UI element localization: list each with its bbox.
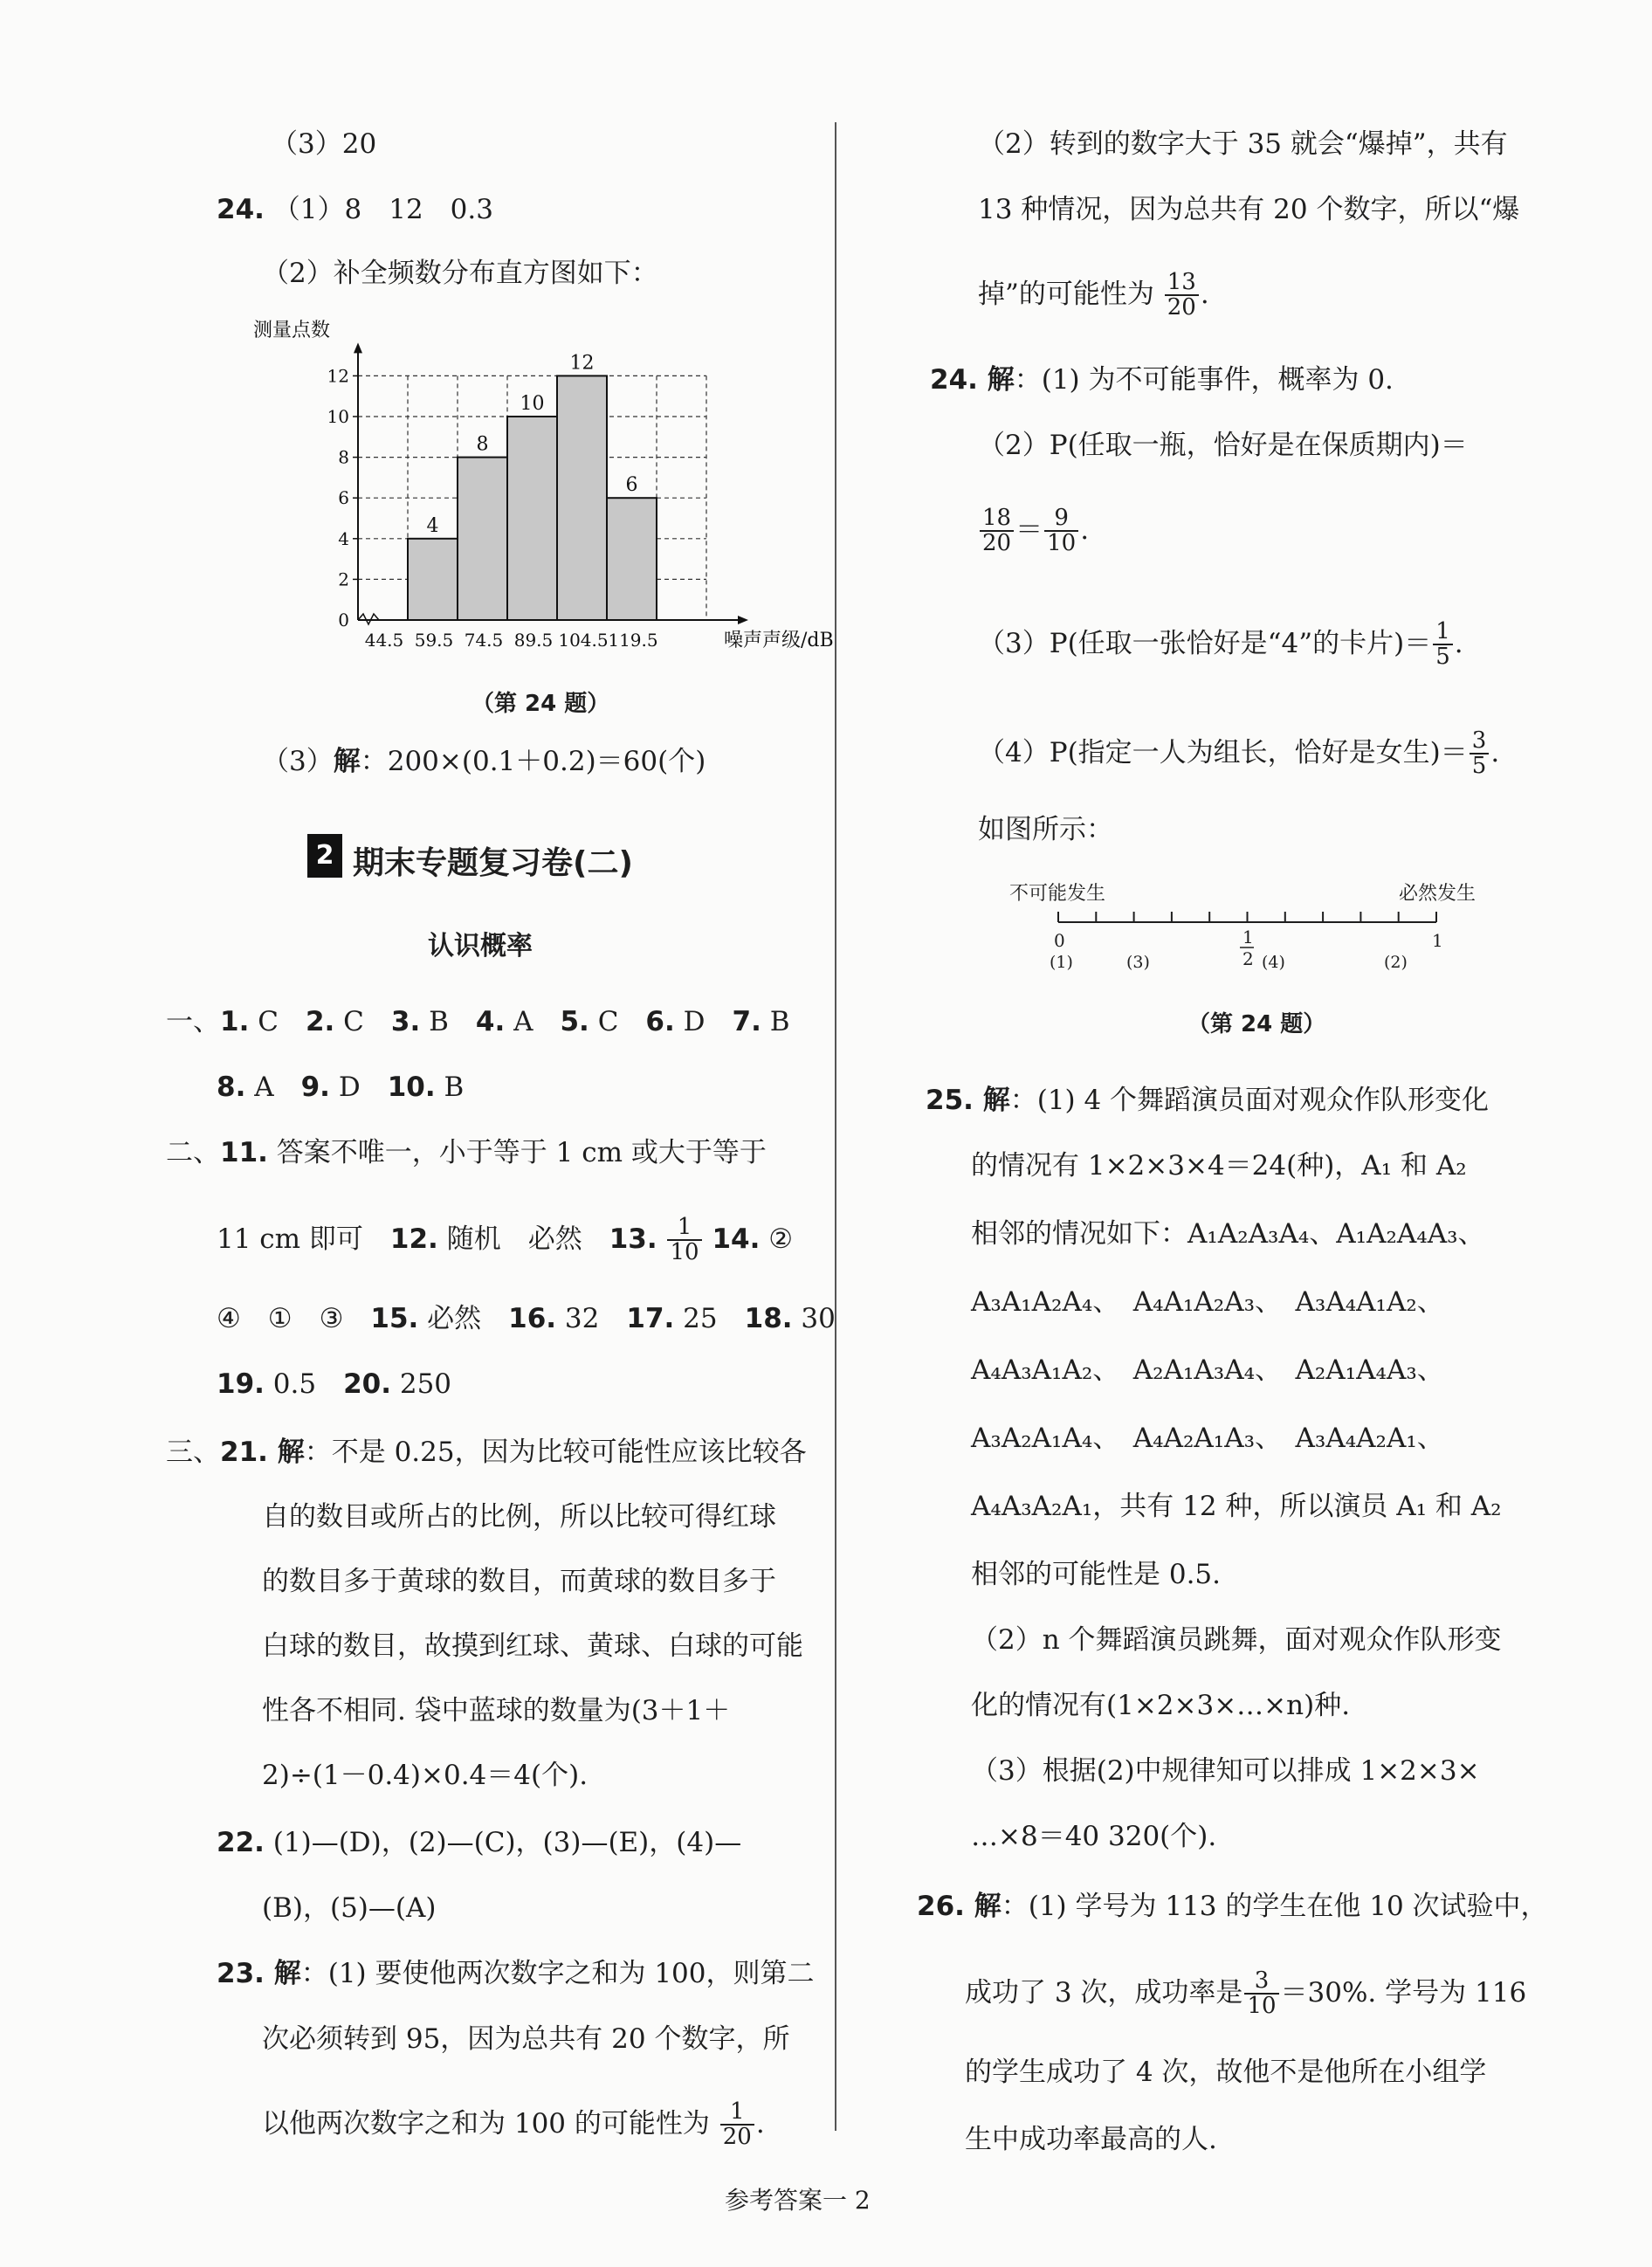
q26-line3: 的学生成功了 4 次，故他不是他所在小组学 — [965, 2057, 1487, 2088]
bar-value-label: 10 — [520, 393, 545, 415]
numberline-tag-3: (3) — [1126, 953, 1150, 972]
numberline-one: 1 — [1432, 930, 1443, 951]
q19-number: 19. — [217, 1368, 265, 1400]
q25-line12: …×8＝40 320(个). — [971, 1821, 1217, 1852]
q16-number: 16. — [508, 1303, 557, 1334]
mc-q6-number: 6. — [645, 1006, 675, 1037]
mc-q8-answer: A — [245, 1071, 301, 1103]
q24r-text5: （4）P(指定一人为组长，恰好是女生)＝ — [978, 736, 1468, 768]
q21-line6: 2)÷(1－0.4)×0.4＝4(个). — [262, 1760, 589, 1791]
mc-q10-answer: B — [435, 1071, 465, 1103]
q24r-frac1-num: 18 — [980, 506, 1014, 532]
y-tick-label: 0 — [338, 610, 349, 630]
q25-line3: 相邻的情况如下：A₁A₂A₃A₄、A₁A₂A₄A₃、 — [971, 1218, 1485, 1250]
q21-line1 — [166, 1439, 807, 1466]
y-tick-label: 10 — [327, 406, 349, 427]
q15-answer: 必然 — [418, 1303, 509, 1334]
q23b-denominator: 20 — [1167, 294, 1196, 321]
q18-answer: 30 — [792, 1303, 836, 1334]
numberline-ticks — [1058, 912, 1436, 922]
numberline-half-denominator: 2 — [1242, 948, 1254, 969]
q26-line1 — [917, 1893, 1548, 1920]
mc-q1-number: 1. — [220, 1006, 250, 1037]
q23-numerator: 1 — [720, 2100, 754, 2126]
histogram-chart — [244, 314, 838, 664]
q23-fraction — [720, 2100, 754, 2150]
numberline-caption: （第 24 题） — [1187, 1011, 1326, 1037]
q26-number: 26. — [917, 1891, 965, 1922]
q24-part1: （1）8 12 0.3 — [272, 194, 493, 225]
q13-numerator: 1 — [667, 1216, 701, 1241]
q23-line1 — [217, 1960, 815, 1988]
q22-line1 — [217, 1829, 741, 1857]
q23-period: . — [755, 2107, 765, 2140]
q23-text1: ：(1) 要使他两次数字之和为 100，则第二 — [300, 1958, 815, 1989]
q24r-frac2-den: 10 — [1047, 530, 1077, 557]
q24r-number: 24. — [930, 364, 978, 396]
q24r-text1: ：(1) 为不可能事件，概率为 0. — [1014, 364, 1394, 396]
x-tick-label: 119.5 — [608, 630, 658, 651]
fill-heading: 二、 — [166, 1137, 220, 1168]
numberline-right-label: 必然发生 — [1399, 883, 1476, 905]
mc-q3-answer: B — [420, 1006, 476, 1037]
q25-line8: 相邻的可能性是 0.5. — [971, 1559, 1222, 1590]
q24r-frac3-den: 5 — [1435, 644, 1450, 671]
q20-answer: 250 — [391, 1368, 452, 1400]
q22-number: 22. — [217, 1827, 265, 1858]
q21-text1: ：不是 0.25，因为比较可能性应该比较各 — [304, 1437, 807, 1468]
bar-value-label: 12 — [569, 352, 595, 375]
q24-part3-prefix: （3） — [262, 746, 334, 777]
q18-number: 18. — [744, 1303, 793, 1334]
q23b-numerator: 13 — [1165, 271, 1199, 296]
q25-text1: ：(1) 4 个舞蹈演员面对观众作队形变化 — [1009, 1085, 1490, 1116]
mc-heading: 一、 — [166, 1006, 220, 1037]
x-axis-arrow — [738, 616, 748, 624]
fill-line4 — [217, 1368, 452, 1400]
numberline-half-numerator: 1 — [1242, 927, 1254, 947]
y-tick-label: 12 — [327, 365, 349, 387]
bar-value-label: 4 — [426, 514, 439, 537]
q25-line6: A₃A₂A₁A₄、 A₄A₂A₁A₃、 A₃A₄A₂A₁、 — [971, 1423, 1444, 1454]
q25-jie: 解 — [973, 1085, 1010, 1116]
q12-answer: 随机 必然 — [437, 1223, 609, 1255]
q25-line11: （3）根据(2)中规律知可以排成 1×2×3× — [971, 1755, 1480, 1787]
q15-number: 15. — [370, 1303, 419, 1334]
q14-answer-rest: ④ ① ③ — [217, 1303, 371, 1334]
q24-number: 24. — [217, 194, 265, 225]
q24r-fraction3 — [1433, 620, 1453, 670]
x-tick-label: 74.5 — [464, 630, 504, 651]
q23-number: 23. — [217, 1958, 265, 1989]
q16-answer: 32 — [556, 1303, 627, 1334]
q23b-line3: 掉”的可能性为 $\frac{13}{20}$ . — [978, 269, 1209, 321]
q23-text3: 以他两次数字之和为 100 的可能性为 — [262, 2107, 710, 2140]
histogram-bar — [408, 539, 458, 620]
mc-q6-answer: D — [674, 1006, 733, 1037]
q24r-frac2-num: 9 — [1044, 506, 1078, 532]
q14-number: 14. — [712, 1223, 761, 1255]
q26-fraction — [1244, 1969, 1278, 2019]
q26-text2b: ＝30%. 学号为 116 — [1280, 1976, 1527, 2009]
q26-text1: ：(1) 学号为 113 的学生在他 10 次试验中， — [1001, 1891, 1548, 1922]
section-title: 期末专题复习卷(二) — [353, 845, 633, 881]
histogram-bar — [557, 376, 607, 620]
q19-answer: 0.5 — [264, 1368, 344, 1400]
q23b-text3: 掉”的可能性为 — [978, 278, 1154, 310]
q24r-frac4-num: 3 — [1470, 729, 1490, 755]
q13-denominator: 10 — [670, 1239, 699, 1266]
page-footer: 参考答案一 2 — [725, 2186, 871, 2215]
mc-q5-number: 5. — [560, 1006, 589, 1037]
q26-numerator: 3 — [1244, 1969, 1278, 1995]
q24r-line4: （3）P(任取一张恰好是“4”的卡片)＝ $\frac{1}{5}$ . — [978, 618, 1463, 671]
q23b-line2: 13 种情况，因为总共有 20 个数字，所以“爆 — [978, 194, 1520, 225]
q26-denominator: 10 — [1247, 1993, 1277, 2020]
q24-part3-rest: ：200×(0.1＋0.2)＝60(个) — [360, 746, 706, 777]
q12-number: 12. — [389, 1223, 438, 1255]
q24r-frac4-den: 5 — [1471, 753, 1487, 780]
fill-line3 — [217, 1303, 836, 1334]
mc-q2-number: 2. — [305, 1006, 335, 1037]
q25-line7: A₄A₃A₂A₁，共有 12 种，所以演员 A₁ 和 A₂ — [971, 1491, 1502, 1522]
q25-line4: A₃A₁A₂A₄、 A₄A₁A₂A₃、 A₃A₄A₁A₂、 — [971, 1286, 1444, 1318]
q24r-line5: （4）P(指定一人为组长，恰好是女生)＝ $\frac{3}{5}$ . — [978, 727, 1500, 780]
histogram-bar — [607, 498, 657, 620]
probability-number-line — [995, 873, 1519, 987]
bar-value-label: 8 — [476, 433, 489, 456]
q24r-fraction2 — [1044, 506, 1078, 556]
numberline-tag-1: (1) — [1050, 953, 1073, 972]
fill-line1 — [166, 1137, 767, 1168]
numberline-zero: 0 — [1054, 930, 1065, 951]
q21-line5: 性各不相同. 袋中蓝球的数量为(3＋1＋ — [262, 1695, 731, 1726]
numberline-tag-2: (2) — [1384, 953, 1408, 972]
q23-jie: 解 — [264, 1958, 301, 1989]
q24-answer-line1 — [217, 196, 493, 224]
q25-line1 — [926, 1087, 1489, 1114]
q20-number: 20. — [343, 1368, 391, 1400]
mc-q1-answer: C — [249, 1006, 306, 1037]
q24r-frac1-den: 20 — [982, 530, 1012, 557]
y-axis-arrow — [354, 342, 362, 353]
q25-number: 25. — [926, 1085, 974, 1116]
q24r-text4: （3）P(任取一张恰好是“4”的卡片)＝ — [978, 627, 1432, 659]
q24r-line2: （2）P(任取一瓶，恰好是在保质期内)＝ — [978, 430, 1468, 461]
q24r-line6: 如图所示： — [978, 814, 1113, 845]
y-tick-label: 8 — [338, 446, 349, 468]
q14-answer-start: ② — [760, 1223, 794, 1255]
q25-line9: （2）n 个舞蹈演员跳舞，面对观众作队形变 — [971, 1624, 1502, 1656]
q26-line4: 生中成功率最高的人. — [965, 2124, 1217, 2155]
mc-q4-number: 4. — [475, 1006, 506, 1037]
q23-line3 — [262, 2100, 765, 2150]
q24-part2: （2）补全频数分布直方图如下： — [262, 258, 658, 289]
mc-q9-number: 9. — [300, 1071, 330, 1103]
mc-answers-line2 — [217, 1071, 465, 1103]
q24r-jie: 解 — [977, 364, 1015, 396]
q21-line2: 自的数目或所占的比例，所以比较可得红球 — [262, 1501, 776, 1533]
mc-q7-number: 7. — [732, 1006, 761, 1037]
q25-line10: 化的情况有(1×2×3×…×n)种. — [971, 1690, 1351, 1721]
q26-text2a: 成功了 3 次，成功率是 — [965, 1976, 1243, 2009]
q21-jie: 解 — [267, 1437, 305, 1468]
q24-part3-jie: 解 — [333, 746, 361, 777]
x-axis-title: 噪声声级/dB — [724, 630, 834, 651]
q11-answer: 答案不唯一，小于等于 1 cm 或大于等于 — [267, 1137, 767, 1168]
solution-heading: 三、 — [166, 1437, 220, 1468]
y-axis-title: 测量点数 — [253, 320, 331, 341]
q11-answer-cont: 11 cm 即可 — [217, 1223, 390, 1255]
bar-value-label: 6 — [625, 474, 638, 497]
q24r-fraction4 — [1470, 729, 1490, 779]
mc-q2-answer: C — [334, 1006, 391, 1037]
q24r-equals: ＝ — [1015, 513, 1043, 546]
q25-line2: 的情况有 1×2×3×4＝24(种)，A₁ 和 A₂ — [971, 1150, 1467, 1182]
mc-q4-answer: A — [505, 1006, 561, 1037]
q24r-line3: $\frac{18}{20}$ ＝ $\frac{9}{10}$ . — [978, 506, 1089, 556]
q23-line2: 次必须转到 95，因为总共有 20 个数字，所 — [262, 2023, 790, 2055]
q21-line3: 的数目多于黄球的数目，而黄球的数目多于 — [262, 1566, 776, 1597]
fill-line2 — [217, 1216, 793, 1265]
q21-number: 21. — [220, 1437, 268, 1468]
q23b-fraction — [1165, 271, 1199, 320]
y-tick-label: 2 — [338, 568, 349, 590]
mc-q7-answer: B — [761, 1006, 790, 1037]
x-tick-label: 89.5 — [513, 630, 554, 651]
q17-answer: 25 — [674, 1303, 745, 1334]
numberline-tag-4: (4) — [1262, 953, 1285, 972]
section-number-badge: 2 — [307, 834, 342, 878]
section-subtitle: 认识概率 — [428, 931, 533, 961]
histogram-caption: （第 24 题） — [472, 691, 610, 717]
y-tick-label: 6 — [338, 487, 349, 509]
q23b-line1: （2）转到的数字大于 35 就会“爆掉”，共有 — [978, 128, 1508, 160]
numberline-left-label: 不可能发生 — [1009, 883, 1106, 905]
mc-answers-line1 — [166, 1006, 790, 1037]
q23-part3: （3）20 — [271, 128, 377, 160]
mc-q10-number: 10. — [387, 1071, 436, 1103]
q11-number: 11. — [220, 1137, 268, 1168]
q22-text1: (1)—(D)，(2)—(C)，(3)—(E)，(4)— — [264, 1827, 742, 1858]
x-tick-label: 104.5 — [558, 630, 609, 651]
q23-denominator: 20 — [722, 2124, 752, 2151]
y-tick-label: 4 — [338, 527, 349, 549]
histogram-bar — [458, 458, 507, 620]
histogram-bar — [507, 417, 557, 620]
mc-q5-answer: C — [589, 1006, 646, 1037]
q13-fraction — [667, 1216, 701, 1265]
q26-jie: 解 — [964, 1891, 1002, 1922]
q24-part3 — [262, 748, 706, 775]
mc-q9-answer: D — [329, 1071, 388, 1103]
q25-line5: A₄A₃A₁A₂、 A₂A₁A₃A₄、 A₂A₁A₄A₃、 — [971, 1354, 1444, 1386]
x-tick-label: 44.5 — [364, 630, 404, 651]
q24r-fraction1 — [980, 506, 1014, 556]
x-tick-label: 59.5 — [414, 630, 454, 651]
mc-q3-number: 3. — [390, 1006, 421, 1037]
mc-q8-number: 8. — [217, 1071, 246, 1103]
q24r-frac3-num: 1 — [1433, 620, 1453, 645]
q13-number: 13. — [609, 1223, 657, 1255]
q21-line4: 白球的数目，故摸到红球、黄球、白球的可能 — [262, 1630, 803, 1662]
q17-number: 17. — [626, 1303, 675, 1334]
q24r-line1 — [930, 364, 1394, 396]
q22-line2: (B)，(5)—(A) — [262, 1892, 437, 1924]
q26-line2 — [965, 1969, 1526, 2019]
